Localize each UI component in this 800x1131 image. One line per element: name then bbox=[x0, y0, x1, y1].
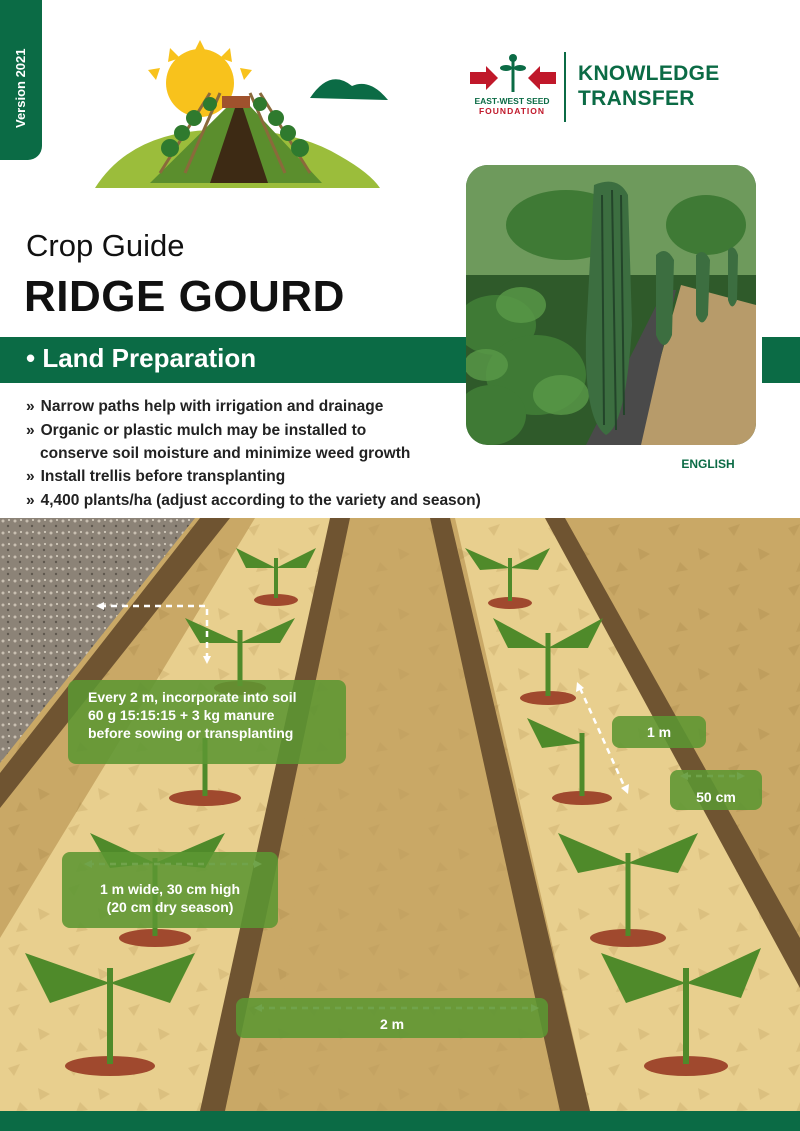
version-tab bbox=[0, 0, 42, 160]
bed-dimension-callout bbox=[62, 852, 278, 928]
bullet-item bbox=[26, 490, 481, 512]
bullet-text: Install trellis before transplanting bbox=[40, 468, 286, 485]
fertilizer-line3: before sowing or transplanting bbox=[88, 725, 294, 741]
bed-dimension-line1: 1 m wide, 30 cm high bbox=[99, 881, 241, 897]
brand-divider bbox=[564, 52, 566, 122]
bullet-marker: » bbox=[26, 398, 35, 415]
plant-spacing-callout bbox=[612, 716, 706, 748]
plant-spacing-label: 1 m bbox=[646, 724, 672, 740]
path-width-callout bbox=[670, 770, 762, 810]
bullet-marker: » bbox=[26, 468, 35, 485]
version-label: Version 2021 bbox=[13, 48, 28, 128]
path-width-label: 50 cm bbox=[696, 789, 736, 805]
bed-dimension-line2: (20 cm dry season) bbox=[106, 899, 234, 915]
brand-name-line1: EAST-WEST SEED bbox=[474, 96, 550, 106]
bullet-text: Organic or plastic mulch may be installed to bbox=[40, 422, 367, 439]
bullet-item bbox=[26, 396, 383, 418]
fertilizer-callout bbox=[68, 680, 346, 764]
page-subtitle: Crop Guide bbox=[26, 228, 185, 263]
bed-spacing-label: 2 m bbox=[379, 1016, 405, 1032]
bullet-item bbox=[26, 420, 366, 442]
brand-name bbox=[462, 96, 562, 116]
bullet-text: Narrow paths help with irrigation and drainage bbox=[40, 398, 384, 415]
farm-illustration bbox=[90, 38, 400, 188]
bullet-marker: » bbox=[26, 492, 35, 509]
brand-name-line2: FOUNDATION bbox=[478, 106, 546, 116]
bed-spacing-callout bbox=[236, 998, 548, 1038]
knowledge-transfer-line1: KNOWLEDGE bbox=[578, 62, 720, 85]
page-title: RIDGE GOURD bbox=[24, 272, 345, 321]
language-label: ENGLISH bbox=[681, 457, 735, 471]
fertilizer-line1: Every 2 m, incorporate into soil bbox=[88, 689, 297, 705]
bullet-text: conserve soil moisture and minimize weed growth bbox=[40, 445, 411, 462]
section-title: • Land Preparation bbox=[26, 343, 257, 373]
knowledge-transfer-line2: TRANSFER bbox=[578, 87, 695, 110]
footer-bar bbox=[0, 1111, 800, 1131]
fertilizer-line2: 60 g 15:15:15 + 3 kg manure bbox=[88, 707, 275, 723]
bullet-text: 4,400 plants/ha (adjust according to the variety and season) bbox=[40, 492, 481, 509]
bullet-item-continuation bbox=[40, 443, 410, 465]
section-header-bar-right bbox=[762, 337, 800, 383]
bullet-marker: » bbox=[26, 422, 35, 439]
bullet-item bbox=[26, 466, 285, 488]
ridge-gourd-photo bbox=[466, 165, 756, 445]
